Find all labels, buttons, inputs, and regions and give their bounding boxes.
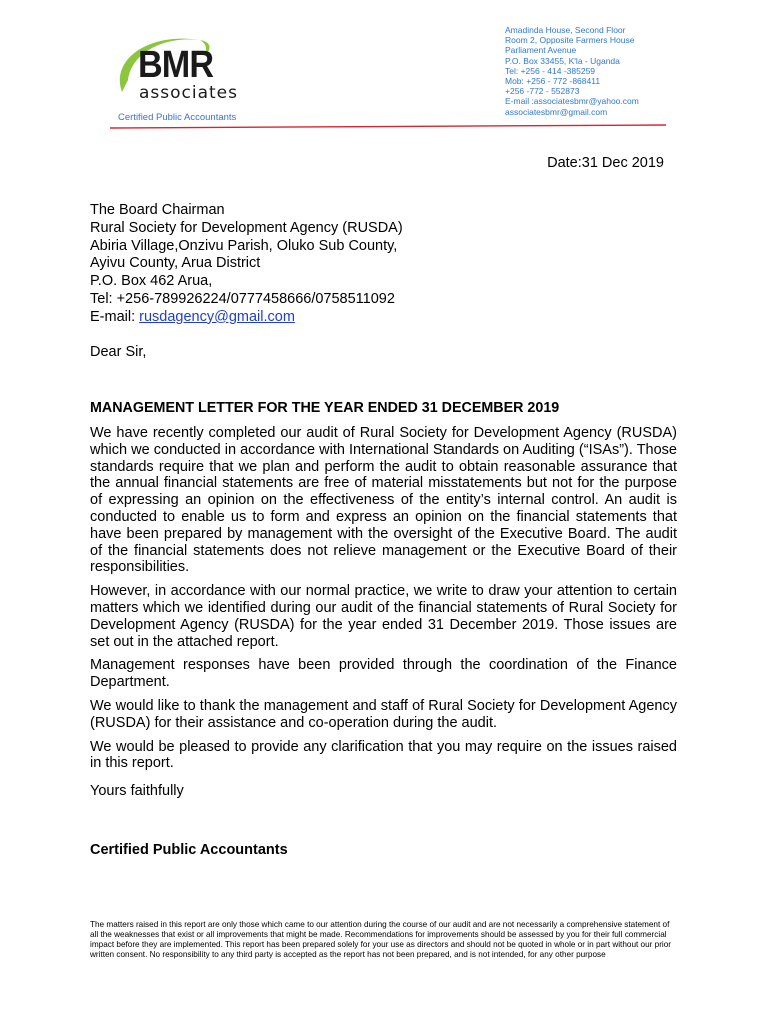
address-line: Mob: +256 - 772 -868411 <box>505 76 601 87</box>
address-line: Amadinda House, Second Floor <box>505 25 626 35</box>
body-paragraph: Management responses have been provided through the coordination of the Finance Department. <box>90 657 677 691</box>
body-paragraph: We have recently completed our audit of Rural Society for Development Agency (RUSDA) which we conducted in accordance with International Standards on Auditing (“ISAs”). Those standards require that we plan and perform the audit to obtain reasonable assurance that the annual financial statements are free of material misstatements but not for the purpose of expressing an opinion on the effectiveness of the entity’s internal control. An audit is conducted to enable us to form and express an opinion on the financial statements that have been prepared by management with the oversight of the Executive Board. The audit of the financial statements does not relieve management or the Executive Board of their responsibilities. <box>90 425 677 576</box>
recipient-line: Abiria Village,Onzivu Parish, Oluko Sub County, <box>90 237 398 254</box>
salutation: Dear Sir, <box>90 344 147 360</box>
recipient-line: Ayivu County, Arua District <box>90 255 261 272</box>
email-label: E-mail: <box>90 308 140 325</box>
body-paragraph: However, in accordance with our normal practice, we write to draw your attention to certain matters which we identified during our audit of the financial statements of Rural Society for Development Agency (RUSDA) for the year ended 31 December 2019. Those issues are set out in the attached report. <box>90 583 677 650</box>
letter-title: MANAGEMENT LETTER FOR THE YEAR ENDED 31 DECEMBER 2019 <box>90 400 560 416</box>
body-paragraph: We would like to thank the management and staff of Rural Society for Development Agency (RUSDA) for their assistance and co-operation during the audit. <box>90 697 677 731</box>
signoff: Certified Public Accountants <box>90 842 288 858</box>
address-line: Room 2, Opposite Farmers House <box>505 35 635 46</box>
letterhead-address <box>505 25 675 117</box>
recipient-line: The Board Chairman <box>90 202 225 218</box>
letter-body <box>90 425 677 779</box>
recipient-email-line <box>90 309 403 327</box>
company-logo <box>108 30 258 120</box>
logo-wordmark: BMR <box>138 44 214 86</box>
address-line: Tel: +256 - 414 -385259 <box>505 65 596 76</box>
body-paragraph: We would be pleased to provide any clarification that you may require on the issues raised in this report. <box>90 738 677 772</box>
letterhead-divider <box>110 124 666 130</box>
disclaimer: The matters raised in this report are only those which came to our attention during the course of our audit and are not necessarily a comprehensive statement of all the weaknesses that exist or all improvements that might be made. Recommendations for improvements should be assessed by you for their full commercial impact before they are implemented. This report has been prepared solely for your use as directors and should not be quoted in whole or in part without our prior written consent. No responsibility to any third party is accepted as the report has not been prepared, and is not intended, for any other purpose <box>90 920 672 960</box>
address-line: P.O. Box 33455, K'la - Uganda <box>505 55 620 66</box>
letter-date: Date:31 Dec 2019 <box>547 155 664 171</box>
letterhead-tagline: Certified Public Accountants <box>118 112 237 123</box>
address-line: Parliament Avenue <box>505 45 577 56</box>
closing: Yours faithfully <box>90 783 184 799</box>
recipient-address <box>90 202 403 327</box>
recipient-line: Rural Society for Development Agency (RUSDA) <box>90 219 403 236</box>
recipient-line: P.O. Box 462 Arua, <box>90 273 213 290</box>
address-line: +256 -772 - 552873 <box>505 86 580 97</box>
recipient-line: Tel: +256-789926224/0777458666/0758511092 <box>90 290 395 307</box>
email-link[interactable]: rusdagency@gmail.com <box>139 308 295 325</box>
address-line: associatesbmr@gmail.com <box>505 106 608 117</box>
address-line: E-mail :associatesbmr@yahoo.com <box>505 96 639 107</box>
logo-subtext: associates <box>139 83 239 103</box>
